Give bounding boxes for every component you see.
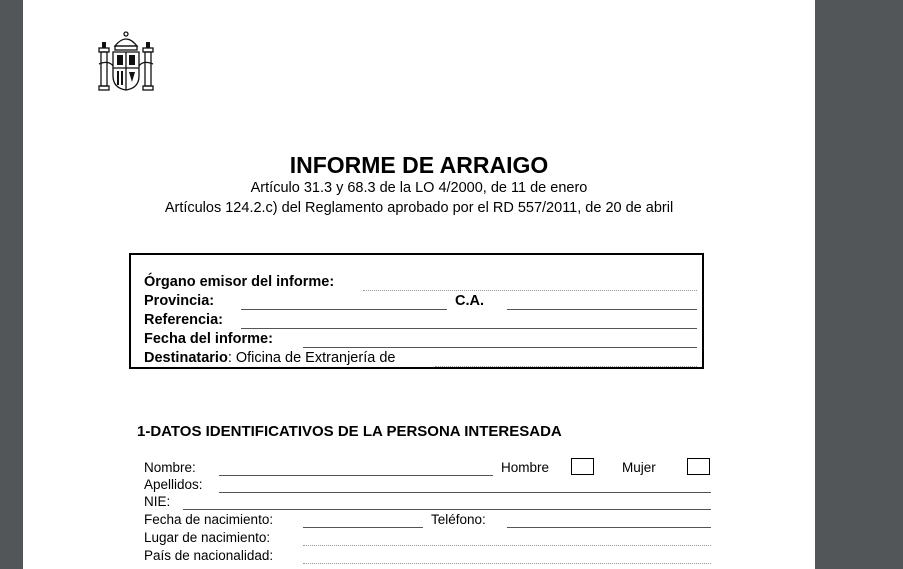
apellidos-field[interactable]	[219, 492, 711, 493]
document-title: INFORME DE ARRAIGO	[289, 152, 549, 178]
nombre-field[interactable]	[219, 475, 493, 476]
organo-label: Órgano emisor del informe:	[144, 274, 335, 290]
hombre-checkbox[interactable]	[571, 458, 594, 475]
referencia-label: Referencia:	[144, 312, 223, 328]
organo-field[interactable]	[363, 290, 697, 291]
provincia-label: Provincia:	[144, 293, 215, 309]
destinatario-row	[144, 350, 395, 366]
lugar-nacimiento-field[interactable]	[303, 545, 711, 546]
telefono-label: Teléfono:	[431, 512, 486, 527]
nie-label: NIE:	[144, 494, 171, 509]
hombre-label: Hombre	[501, 460, 550, 475]
fecha-nacimiento-label: Fecha de nacimiento:	[144, 512, 274, 527]
fecha-informe-field[interactable]	[303, 347, 697, 348]
nie-field[interactable]	[183, 509, 711, 510]
document-page	[23, 0, 815, 569]
fecha-informe-label: Fecha del informe:	[144, 331, 273, 347]
destinatario-label: Destinatario	[144, 350, 228, 366]
provincia-field[interactable]	[241, 309, 447, 310]
document-subtitle-1: Artículo 31.3 y 68.3 de la LO 4/2000, de 11 de enero	[250, 180, 588, 196]
section-1-title: 1-DATOS IDENTIFICATIVOS DE LA PERSONA INTERESADA	[137, 423, 562, 440]
document-subtitle-2: Artículos 124.2.c) del Reglamento aprobado por el RD 557/2011, de 20 de abril	[164, 200, 674, 216]
pais-field[interactable]	[303, 563, 711, 564]
referencia-field[interactable]	[241, 328, 697, 329]
mujer-label: Mujer	[622, 460, 656, 475]
nombre-label: Nombre:	[144, 460, 196, 475]
fecha-nacimiento-field[interactable]	[303, 527, 423, 528]
pais-label: País de nacionalidad:	[144, 548, 274, 563]
lugar-nacimiento-label: Lugar de nacimiento:	[144, 530, 271, 545]
coat-of-arms-icon	[97, 30, 155, 94]
ca-field[interactable]	[507, 309, 697, 310]
apellidos-label: Apellidos:	[144, 477, 203, 492]
destinatario-value: : Oficina de Extranjería de	[227, 350, 396, 366]
telefono-field[interactable]	[507, 527, 711, 528]
destinatario-field[interactable]	[435, 366, 697, 367]
ca-label: C.A.	[455, 293, 484, 309]
mujer-checkbox[interactable]	[687, 458, 710, 475]
